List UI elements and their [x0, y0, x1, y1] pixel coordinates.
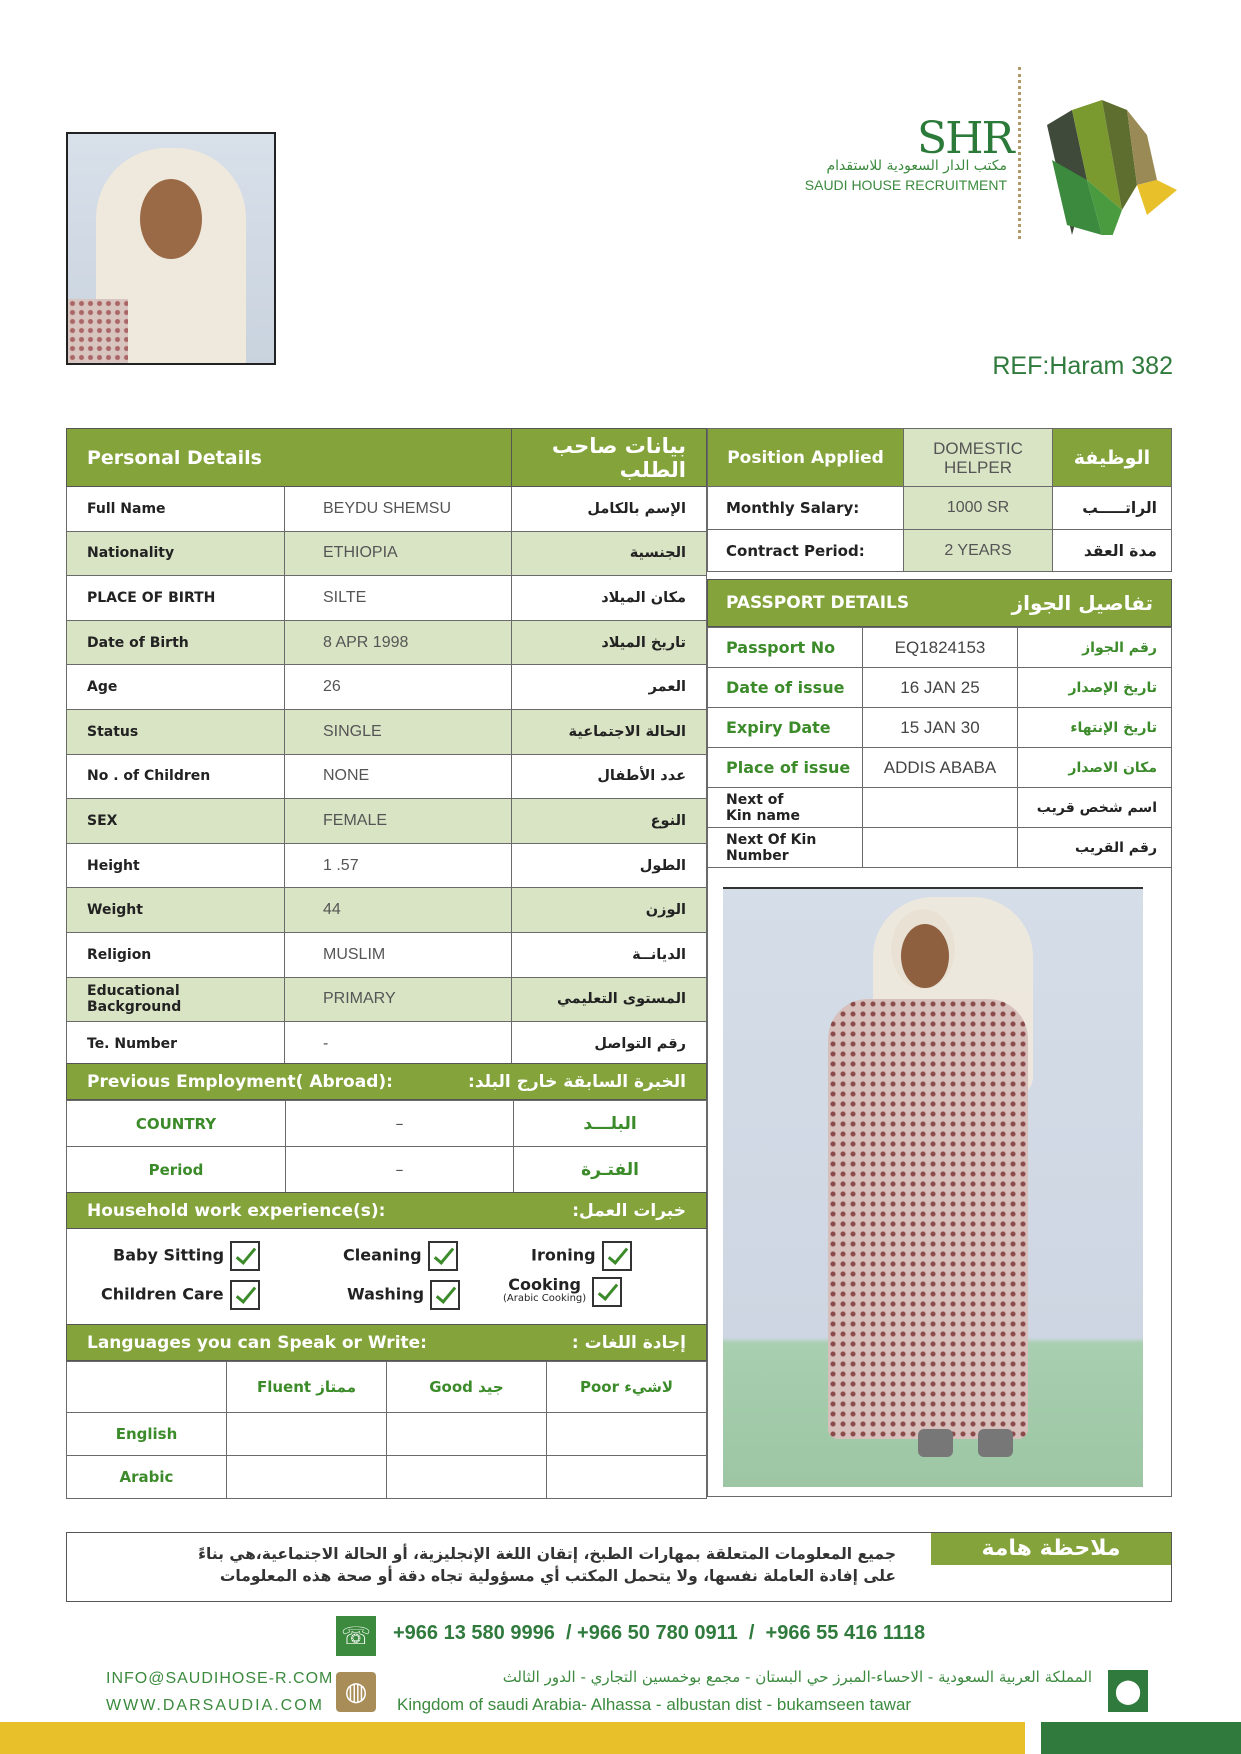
languages-table: [66, 1361, 707, 1499]
personal-title-en: Personal Details: [67, 429, 512, 487]
kin-number-value: [863, 828, 1018, 868]
kin-number-label: Next Of Kin Number: [708, 828, 863, 868]
kin-name-label-ar: اسم شخص قريب: [1018, 788, 1172, 828]
weight-value: 44: [285, 888, 512, 933]
washing-label: Washing: [347, 1284, 425, 1304]
cooking-checkbox[interactable]: [592, 1277, 622, 1307]
ironing-label: Ironing: [531, 1245, 596, 1265]
row-label: PLACE OF BIRTH: [67, 576, 285, 621]
row-label-ar: الحالة الاجتماعية: [512, 709, 707, 754]
passport-label-ar: مكان الاصدار: [1018, 748, 1172, 788]
row-label: Height: [67, 843, 285, 888]
place-of-issue-value: ADDIS ABABA: [863, 748, 1018, 788]
footer-green-bar: [1041, 1722, 1241, 1754]
applicant-photo-full: [723, 887, 1143, 1487]
contract-label: Contract Period:: [708, 530, 904, 572]
passport-title-ar: تفاصيل الجواز: [1011, 591, 1153, 615]
row-label-ar: العمر: [512, 665, 707, 710]
passport-label: Passport No: [708, 628, 863, 668]
arabic-fluent-cell: [227, 1456, 387, 1499]
household-box: [66, 1229, 707, 1326]
languages-title-en: Languages you can Speak or Write:: [87, 1332, 427, 1353]
arabic-poor-cell: [547, 1456, 707, 1499]
row-label-ar: مكان الميلاد: [512, 576, 707, 621]
languages-title-ar: إجادة اللغات :: [571, 1332, 686, 1353]
phone-icon: ☏: [336, 1616, 376, 1656]
applicant-photo-portrait: [66, 132, 276, 365]
row-label: No . of Children: [67, 754, 285, 799]
personal-title-ar: بيانات صاحب الطلب: [512, 429, 707, 487]
country-value: –: [286, 1101, 514, 1147]
religion-value: MUSLIM: [285, 932, 512, 977]
row-label: Date of Birth: [67, 620, 285, 665]
previous-employment-header: [66, 1063, 707, 1100]
english-poor-cell: [547, 1413, 707, 1456]
passport-label: Place of issue: [708, 748, 863, 788]
arabic-good-cell: [387, 1456, 547, 1499]
dob-value: 8 APR 1998: [285, 620, 512, 665]
ironing-checkbox[interactable]: [602, 1241, 632, 1271]
baby-sitting-checkbox[interactable]: [230, 1241, 260, 1271]
address-arabic: المملكة العربية السعودية - الاحساء-المبرز حي البستان - مجمع بوخمسين التجاري - الدور الثالث: [502, 1668, 1092, 1686]
cleaning-label: Cleaning: [343, 1245, 422, 1265]
english-good-cell: [387, 1413, 547, 1456]
arabic-label: Arabic: [67, 1456, 227, 1499]
issue-date-value: 16 JAN 25: [863, 668, 1018, 708]
country-label-ar: البلـــد: [514, 1101, 707, 1147]
period-value: –: [286, 1147, 514, 1193]
passport-table: [707, 627, 1172, 868]
passport-label-ar: رقم الجواز: [1018, 628, 1172, 668]
cooking-sublabel: (Arabic Cooking): [503, 1293, 587, 1304]
household-title-en: Household work experience(s):: [87, 1200, 386, 1221]
important-note-box: [66, 1532, 1172, 1602]
row-label-ar: النوع: [512, 799, 707, 844]
position-table: [707, 428, 1172, 572]
row-label: Full Name: [67, 487, 285, 532]
footer-gold-bar: [0, 1722, 1025, 1754]
logo-english-name: SAUDI HOUSE RECRUITMENT: [804, 177, 1007, 193]
children-care-checkbox[interactable]: [230, 1280, 260, 1310]
salary-value: 1000 SR: [904, 487, 1053, 530]
contract-value: 2 YEARS: [904, 530, 1053, 572]
age-value: 26: [285, 665, 512, 710]
poor-header: Poor لاشيء: [547, 1362, 707, 1413]
passport-label-ar: تاريخ الإصدار: [1018, 668, 1172, 708]
prev-title-en: Previous Employment( Abroad):: [87, 1071, 393, 1092]
location-pin-icon: ⬤: [1108, 1670, 1148, 1712]
salary-label-ar: الراتـــــب: [1053, 487, 1172, 530]
reference-number: REF:Haram 382: [992, 352, 1173, 380]
languages-header: [66, 1324, 707, 1361]
passport-no-value: EQ1824153: [863, 628, 1018, 668]
children-value: NONE: [285, 754, 512, 799]
kin-number-label-ar: رقم القريب: [1018, 828, 1172, 868]
kin-name-label: Next of Kin name: [708, 788, 863, 828]
passport-label-ar: تاريخ الإنتهاء: [1018, 708, 1172, 748]
row-label-ar: المستوى التعليمي: [512, 977, 707, 1022]
row-label: Age: [67, 665, 285, 710]
prev-title-ar: الخبرة السابقة خارج البلد:: [468, 1071, 686, 1092]
email-link[interactable]: INFO@SAUDIHOSE-R.COM: [106, 1670, 334, 1687]
phone-value: -: [285, 1022, 512, 1067]
position-label: Position Applied: [708, 429, 904, 487]
row-label: Religion: [67, 932, 285, 977]
household-header: [66, 1192, 707, 1229]
passport-header: [707, 579, 1172, 627]
salary-label: Monthly Salary:: [708, 487, 904, 530]
passport-label: Date of issue: [708, 668, 863, 708]
full-name-value: BEYDU SHEMSU: [285, 487, 512, 532]
position-value: DOMESTIC HELPER: [904, 429, 1053, 487]
saudi-map-icon: [1027, 85, 1177, 235]
company-logo: [795, 65, 1180, 245]
row-label: Te. Number: [67, 1022, 285, 1067]
website-link[interactable]: WWW.DARSAUDIA.COM: [106, 1697, 324, 1714]
period-label: Period: [67, 1147, 286, 1193]
cleaning-checkbox[interactable]: [428, 1241, 458, 1271]
logo-mark: SHR: [917, 113, 1013, 164]
contract-label-ar: مدة العقد: [1053, 530, 1172, 572]
row-label: Educational Background: [67, 977, 285, 1022]
row-label-ar: رقم التواصل: [512, 1022, 707, 1067]
country-label: COUNTRY: [67, 1101, 286, 1147]
kin-name-value: [863, 788, 1018, 828]
baby-sitting-label: Baby Sitting: [113, 1245, 225, 1265]
globe-icon: ◍: [336, 1672, 376, 1712]
row-label-ar: الطول: [512, 843, 707, 888]
sex-value: FEMALE: [285, 799, 512, 844]
english-label: English: [67, 1413, 227, 1456]
row-label-ar: الجنسية: [512, 531, 707, 576]
nationality-value: ETHIOPIA: [285, 531, 512, 576]
household-title-ar: خبرات العمل:: [572, 1200, 686, 1221]
row-label-ar: الديانــة: [512, 932, 707, 977]
previous-employment-table: [66, 1100, 707, 1193]
row-label-ar: الإسم بالكامل: [512, 487, 707, 532]
washing-checkbox[interactable]: [430, 1280, 460, 1310]
note-line-2: على إفادة العاملة نفسها، ولا يتحمل المكتب أي مسؤولية تجاه دقة أو صحة هذه المعلومات: [219, 1567, 896, 1585]
height-value: 1 .57: [285, 843, 512, 888]
phone-numbers: +966 13 580 9996 / +966 50 780 0911 / +966 55 416 1118: [393, 1622, 926, 1644]
english-fluent-cell: [227, 1413, 387, 1456]
fluent-header: Fluent ممتاز: [227, 1362, 387, 1413]
note-title: ملاحظة هامة: [931, 1533, 1171, 1565]
full-photo-frame: [707, 867, 1172, 1497]
cooking-label: Cooking: [508, 1275, 581, 1294]
status-value: SINGLE: [285, 709, 512, 754]
row-label-ar: تاريخ الميلاد: [512, 620, 707, 665]
education-value: PRIMARY: [285, 977, 512, 1022]
children-care-label: Children Care: [101, 1284, 224, 1304]
position-label-ar: الوظيفة: [1053, 429, 1172, 487]
birthplace-value: SILTE: [285, 576, 512, 621]
passport-title-en: PASSPORT DETAILS: [726, 593, 910, 613]
passport-label: Expiry Date: [708, 708, 863, 748]
row-label: Weight: [67, 888, 285, 933]
expiry-date-value: 15 JAN 30: [863, 708, 1018, 748]
row-label-ar: الوزن: [512, 888, 707, 933]
row-label: SEX: [67, 799, 285, 844]
note-line-1: جميع المعلومات المتعلقة بمهارات الطبخ، إتقان اللغة الإنجليزية، أو الحالة الاجتماعية،هي بناءً: [198, 1545, 896, 1563]
row-label-ar: عدد الأطفال: [512, 754, 707, 799]
row-label: Status: [67, 709, 285, 754]
row-label: Nationality: [67, 531, 285, 576]
period-label-ar: الفتـرة: [514, 1147, 707, 1193]
good-header: Good جيد: [387, 1362, 547, 1413]
logo-arabic-name: مكتب الدار السعودية للاستقدام: [826, 158, 1007, 174]
personal-details-table: [66, 428, 707, 1067]
address-english: Kingdom of saudi Arabia- Alhassa - albustan dist - bukamseen tawar: [397, 1695, 912, 1714]
